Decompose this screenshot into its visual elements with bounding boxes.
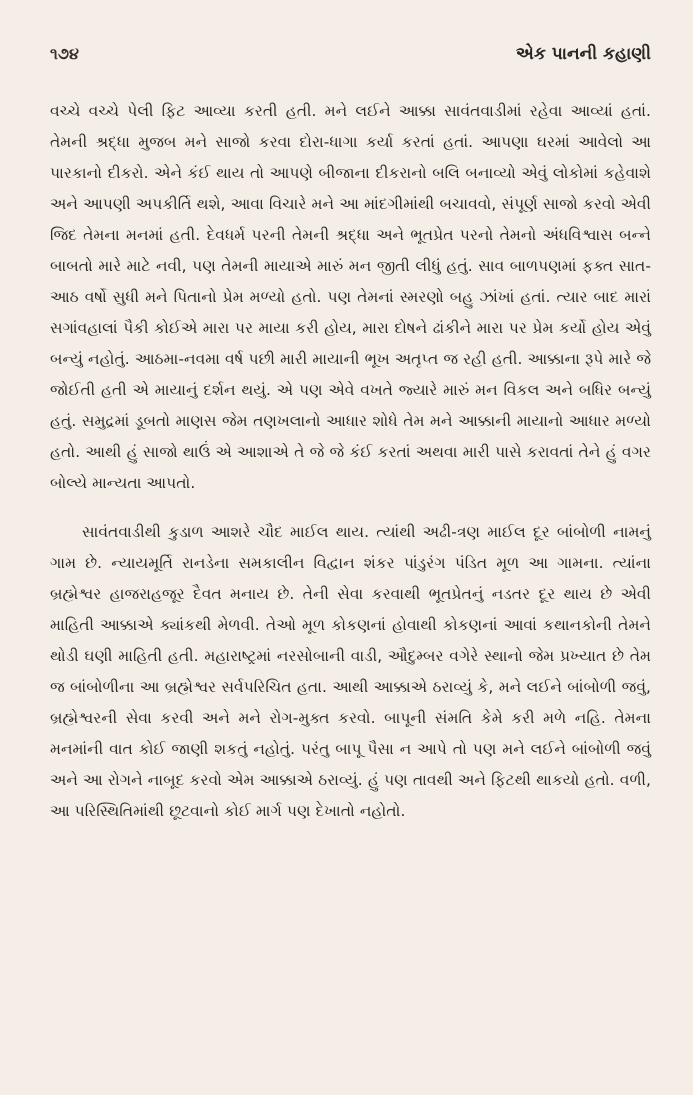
running-title: એક પાનની કહાણી bbox=[515, 44, 651, 64]
page-number: ૧૭૪ bbox=[50, 44, 79, 63]
paragraph-1: વચ્ચે વચ્ચે પેલી ફિટ આવ્યા કરતી હતી. મને લઈને આક્કા સાવંતવાડીમાં રહેવા આવ્યાં હતાં. તેમની શ્રદ્ધા મુજબ મને સાજો કરવા દોરા-ધાગા કર્યા કરતાં હતાં. આપણા ઘરમાં આવેલો આ પારકાનો દીકરો. એને કંઈ થાય તો આપણે બીજાના દીકરાનો બલિ બનાવ્યો એવું લોકોમાં કહેવાશે અને આપણી અપકીર્તિ થશે, આવા વિચારે મને આ માંદગીમાંથી બચાવવો, સંપૂર્ણ સાજો કરવો એવી જિદ તેમના મનમાં હતી. દેવધર્મ પરની તેમની શ્રદ્ધા અને ભૂતપ્રેત પરનો તેમનો અંધવિશ્વાસ બન્ને બાબતો મારે માટે નવી, પણ તેમની માયાએ મારું મન જીતી લીધું હતું. સાવ બાળપણમાં ફક્ત સાત-આઠ વર્ષો સુધી મને પિતાનો પ્રેમ મળ્યો હતો. પણ તેમનાં સ્મરણો બહુ ઝાંખાં હતાં. ત્યાર બાદ મારાં સગાંવહાલાં પૈકી કોઈએ મારા પર માયા કરી હોય, મારા દોષને ઢાંકીને મારા પર પ્રેમ કર્યો હોય એવું બન્યું નહોતું. આઠમા-નવમા વર્ષ પછી મારી માયાની ભૂખ અતૃપ્ત જ રહી હતી. આક્કાના રૂપે મારે જે જોઈતી હતી એ માયાનું દર્શન થયું. એ પણ એવે વખતે જ્યારે મારું મન વિકલ અને બધિર બન્યું હતું. સમુદ્રમાં ડૂબતો માણસ જેમ તણખલાનો આધાર શોધે તેમ મને આક્કાની માયાનો આધાર મળ્યો હતો. આથી હું સાજો થાઉં એ આશાએ તે જે જે કંઈ કરતાં અથવા મારી પાસે કરાવતાં તેને હું વગર બોલ્યે માન્યતા આપતો. bbox=[50, 102, 651, 492]
paragraph-2: સાવંતવાડીથી કુડાળ આશરે ચૌદ માઈલ થાય. ત્યાંથી અઢી-ત્રણ માઈલ દૂર બાંબોળી નામનું ગામ છે. ન્યાયમૂર્તિ રાનડેના સમકાલીન વિદ્વાન શંકર પાંડુરંગ પંડિત મૂળ આ ગામના. ત્યાંના બ્રહ્મેશ્વર હાજરાહજૂર દૈવત મનાય છે. તેની સેવા કરવાથી ભૂતપ્રેતનું નડતર દૂર થાય છે એવી માહિતી આક્કાએ ક્યાંકથી મેળવી. તેઓ મૂળ કોકણનાં હોવાથી કોકણનાં આવાં કથાનકોની તેમને થોડી ઘણી માહિતી હતી. મહારાષ્ટ્રમાં નરસોબાની વાડી, ઔદુમ્બર વગેરે સ્થાનો જેમ પ્રખ્યાત છે તેમ જ બાંબોળીના આ બ્રહ્મેશ્વર સર્વપરિચિત હતા. આથી આક્કાએ ઠરાવ્યું કે, મને લઈને બાંબોળી જવું, બ્રહ્મેશ્વરની સેવા કરવી અને મને રોગ-મુક્ત કરવો. બાપૂની સંમતિ કેમે કરી મળે નહિ. તેમના મનમાંની વાત કોઈ જાણી શકતું નહોતું. પરંતુ બાપૂ પૈસા ન આપે તો પણ મને લઈને બાંબોળી જવું અને આ રોગને નાબૂદ કરવો એમ આક્કાએ ઠરાવ્યું. હું પણ તાવથી અને ફિટથી થાકયો હતો. વળી, આ પરિસ્થિતિમાંથી છૂટવાનો કોઈ માર્ગ પણ દેખાતો નહોતો. bbox=[50, 523, 651, 820]
body-text bbox=[50, 96, 651, 827]
page-header bbox=[50, 44, 651, 80]
